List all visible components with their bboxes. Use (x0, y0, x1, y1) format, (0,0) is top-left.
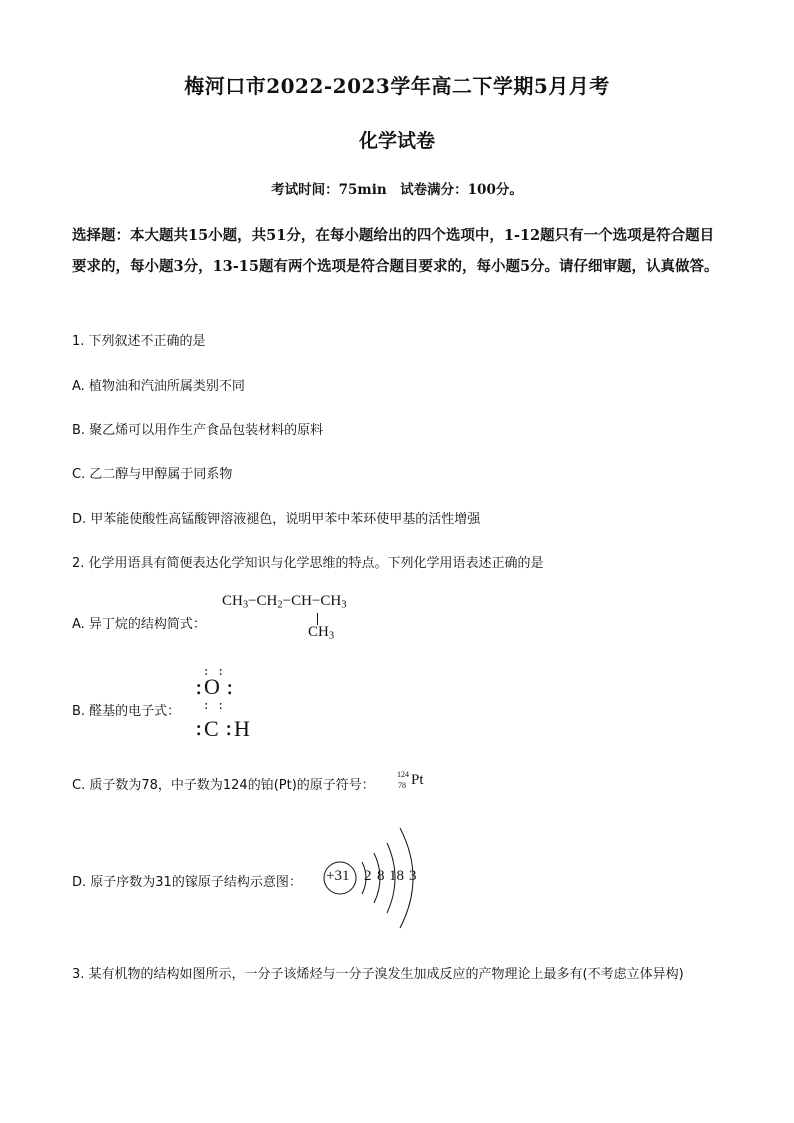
question-2-option-a: A. 异丁烷的结构简式： (72, 617, 206, 632)
shell-electrons-3: 18 (389, 868, 404, 884)
exam-title: 梅河口市2022-2023学年高二下学期5月月考 (184, 74, 610, 98)
question-2-stem: 2. 化学用语具有简便表达化学知识与化学思维的特点。下列化学用语表述正确的是 (72, 556, 544, 571)
exam-info: 考试时间：75min 试卷满分：100分。 (271, 182, 523, 198)
aldehyde-electron-formula: : : : O : : : : C : H (195, 664, 250, 741)
subject-title: 化学试卷 (358, 130, 435, 152)
question-1-option-a: A. 植物油和汽油所属类别不同 (72, 379, 245, 394)
instructions: 选择题：本大题共15小题，共51分，在每小题给出的四个选项中，1-12题只有一个选项是符合题目要求的，每小题3分，13-15题有两个选项是符合题目要求的，每小题5分。请仔细审题，认真做答。 (72, 227, 719, 275)
question-2-option-c: C. 质子数为78，中子数为124的铂(Pt)的原子符号： (72, 778, 375, 793)
question-2-option-d: D. 原子序数为31的镓原子结构示意图： (72, 875, 302, 890)
platinum-symbol: 124 78 Pt (397, 770, 424, 790)
isobutane-formula-branch: $CH_3$ (308, 624, 335, 642)
question-3-stem: 3. 某有机物的结构如图所示，一分子该烯烃与一分子溴发生加成反应的产物理论上最多有(不考虑立体异构) (72, 967, 684, 982)
question-1-option-d: D. 甲苯能使酸性高锰酸钾溶液褪色，说明甲苯中苯环使甲基的活性增强 (72, 512, 481, 527)
question-1-option-c: C. 乙二醇与甲醇属于同系物 (72, 467, 233, 482)
shell-electrons-1: 2 (364, 868, 372, 884)
lone-pair-dots: : : (204, 664, 226, 679)
question-2-option-b: B. 醛基的电子式： (72, 704, 181, 719)
nucleus-charge: +31 (326, 868, 350, 884)
shell-electrons-4: 3 (409, 868, 417, 884)
isobutane-formula-main: $CH_3-CH_2-CH-CH_3$ (222, 593, 347, 611)
shell-electrons-2: 8 (377, 868, 385, 884)
question-1-option-b: B. 聚乙烯可以用作生产食品包装材料的原料 (72, 423, 324, 438)
question-1-stem: 1. 下列叙述不正确的是 (72, 334, 206, 349)
